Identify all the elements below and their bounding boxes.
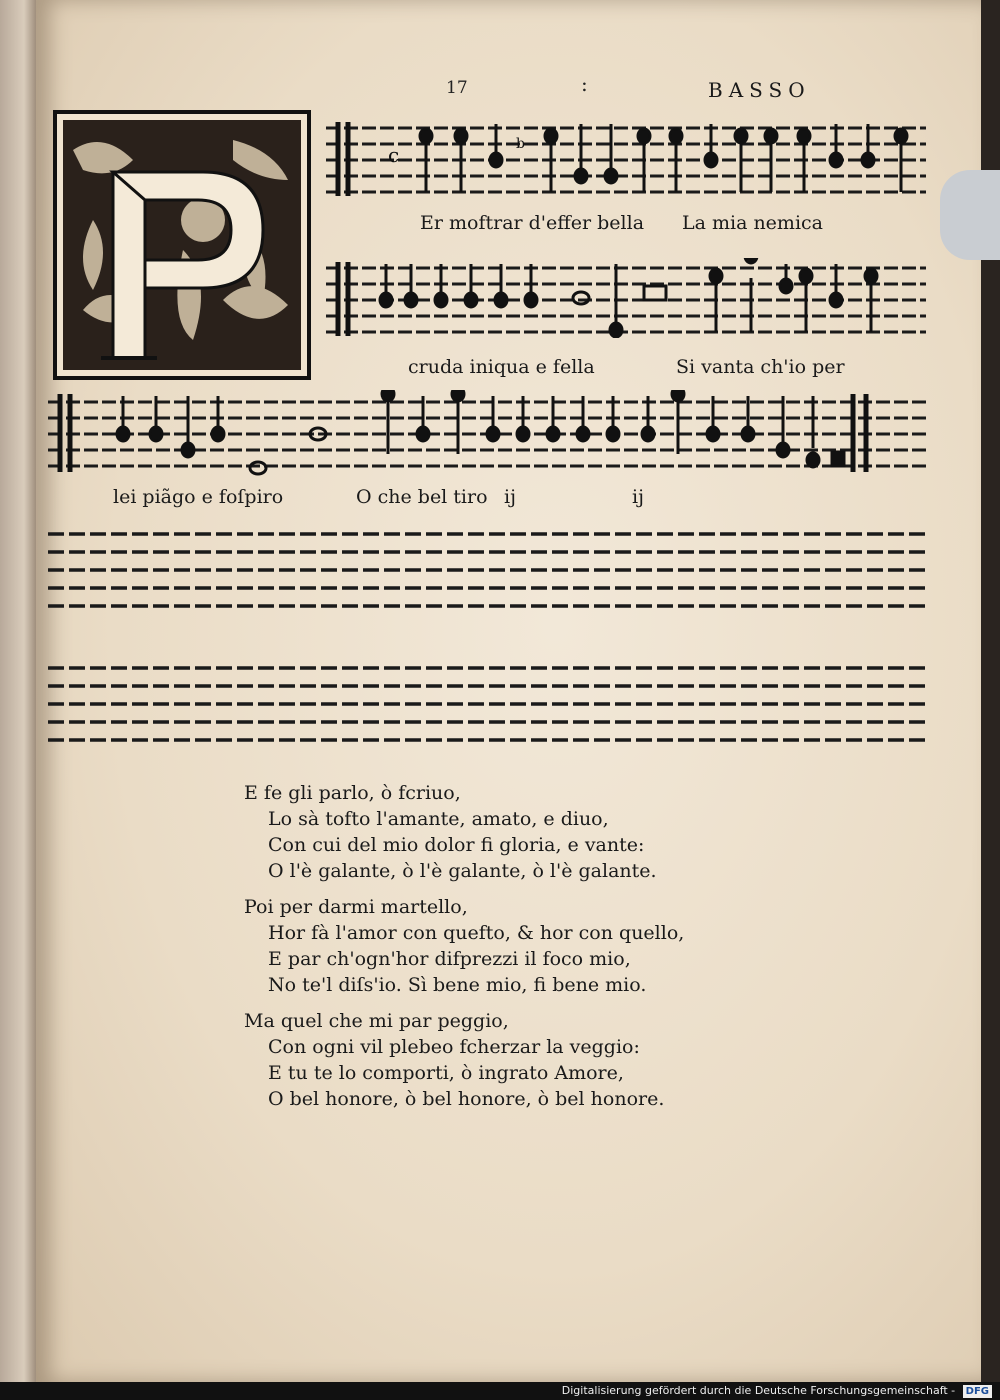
stanza-3 <box>244 1008 784 1112</box>
poem-text <box>244 780 784 1122</box>
poem-line: O bel honore, ò bel honore, ò bel honore. <box>268 1088 665 1110</box>
empty-staff-2 <box>48 660 928 746</box>
music-staff-2 <box>326 258 926 338</box>
poem-line: Lo sà tofto l'amante, amato, e diuo, <box>268 808 609 830</box>
lyric-line-2a: cruda iniqua e fella <box>408 356 595 378</box>
decorated-initial <box>53 110 311 380</box>
lyric-line-2b: Si vanta ch'io per <box>676 356 845 378</box>
facing-page-edge <box>0 0 40 1400</box>
poem-line: No te'l diſs'io. Sì bene mio, fi bene mio. <box>268 974 647 996</box>
stanza-2 <box>244 894 784 998</box>
dfg-logo[interactable]: DFG <box>963 1385 992 1398</box>
music-staff-3 <box>48 390 928 476</box>
lyric-line-1a: Er moftrar d'effer bella <box>420 212 645 234</box>
lyric-line-3d: ij <box>632 486 644 508</box>
poem-line: E par ch'ogn'hor difprezzi il foco mio, <box>268 948 631 970</box>
empty-staff-1 <box>48 526 928 612</box>
footer-text: Digitalisierung gefördert durch die Deutsche Forschungsgemeinschaft - <box>561 1384 956 1397</box>
bookmark-tab <box>940 170 1000 260</box>
page-header <box>36 72 981 108</box>
digitization-footer <box>0 1382 1000 1400</box>
svg-text:b: b <box>516 136 525 152</box>
lyric-line-3c: ij <box>504 486 516 508</box>
lyric-line-3b: O che bel tiro <box>356 486 488 508</box>
poem-line: E tu te lo comporti, ò ingrato Amore, <box>268 1062 624 1084</box>
music-staff-1 <box>326 118 926 198</box>
poem-line: Poi per darmi martello, <box>244 896 468 918</box>
lyric-line-3a: lei piãgo e foſpiro <box>113 486 284 508</box>
poem-line: Ma quel che mi par peggio, <box>244 1010 509 1032</box>
lyric-line-1b: La mia nemica <box>682 212 823 234</box>
stanza-1 <box>244 780 784 884</box>
poem-line: O l'è galante, ò l'è galante, ò l'è galante. <box>268 860 657 882</box>
voice-part-title: BASSO <box>708 78 811 102</box>
header-mark: : <box>581 72 588 96</box>
poem-line: Con ogni vil plebeo fcherzar la veggio: <box>268 1036 640 1058</box>
poem-line: Con cui del mio dolor fi gloria, e vante: <box>268 834 645 856</box>
page-number: 17 <box>446 78 468 98</box>
poem-line: E fe gli parlo, ò fcriuo, <box>244 782 461 804</box>
svg-text:c: c <box>388 143 400 167</box>
book-page <box>36 0 981 1382</box>
poem-line: Hor fà l'amor con quefto, & hor con quello, <box>268 922 685 944</box>
